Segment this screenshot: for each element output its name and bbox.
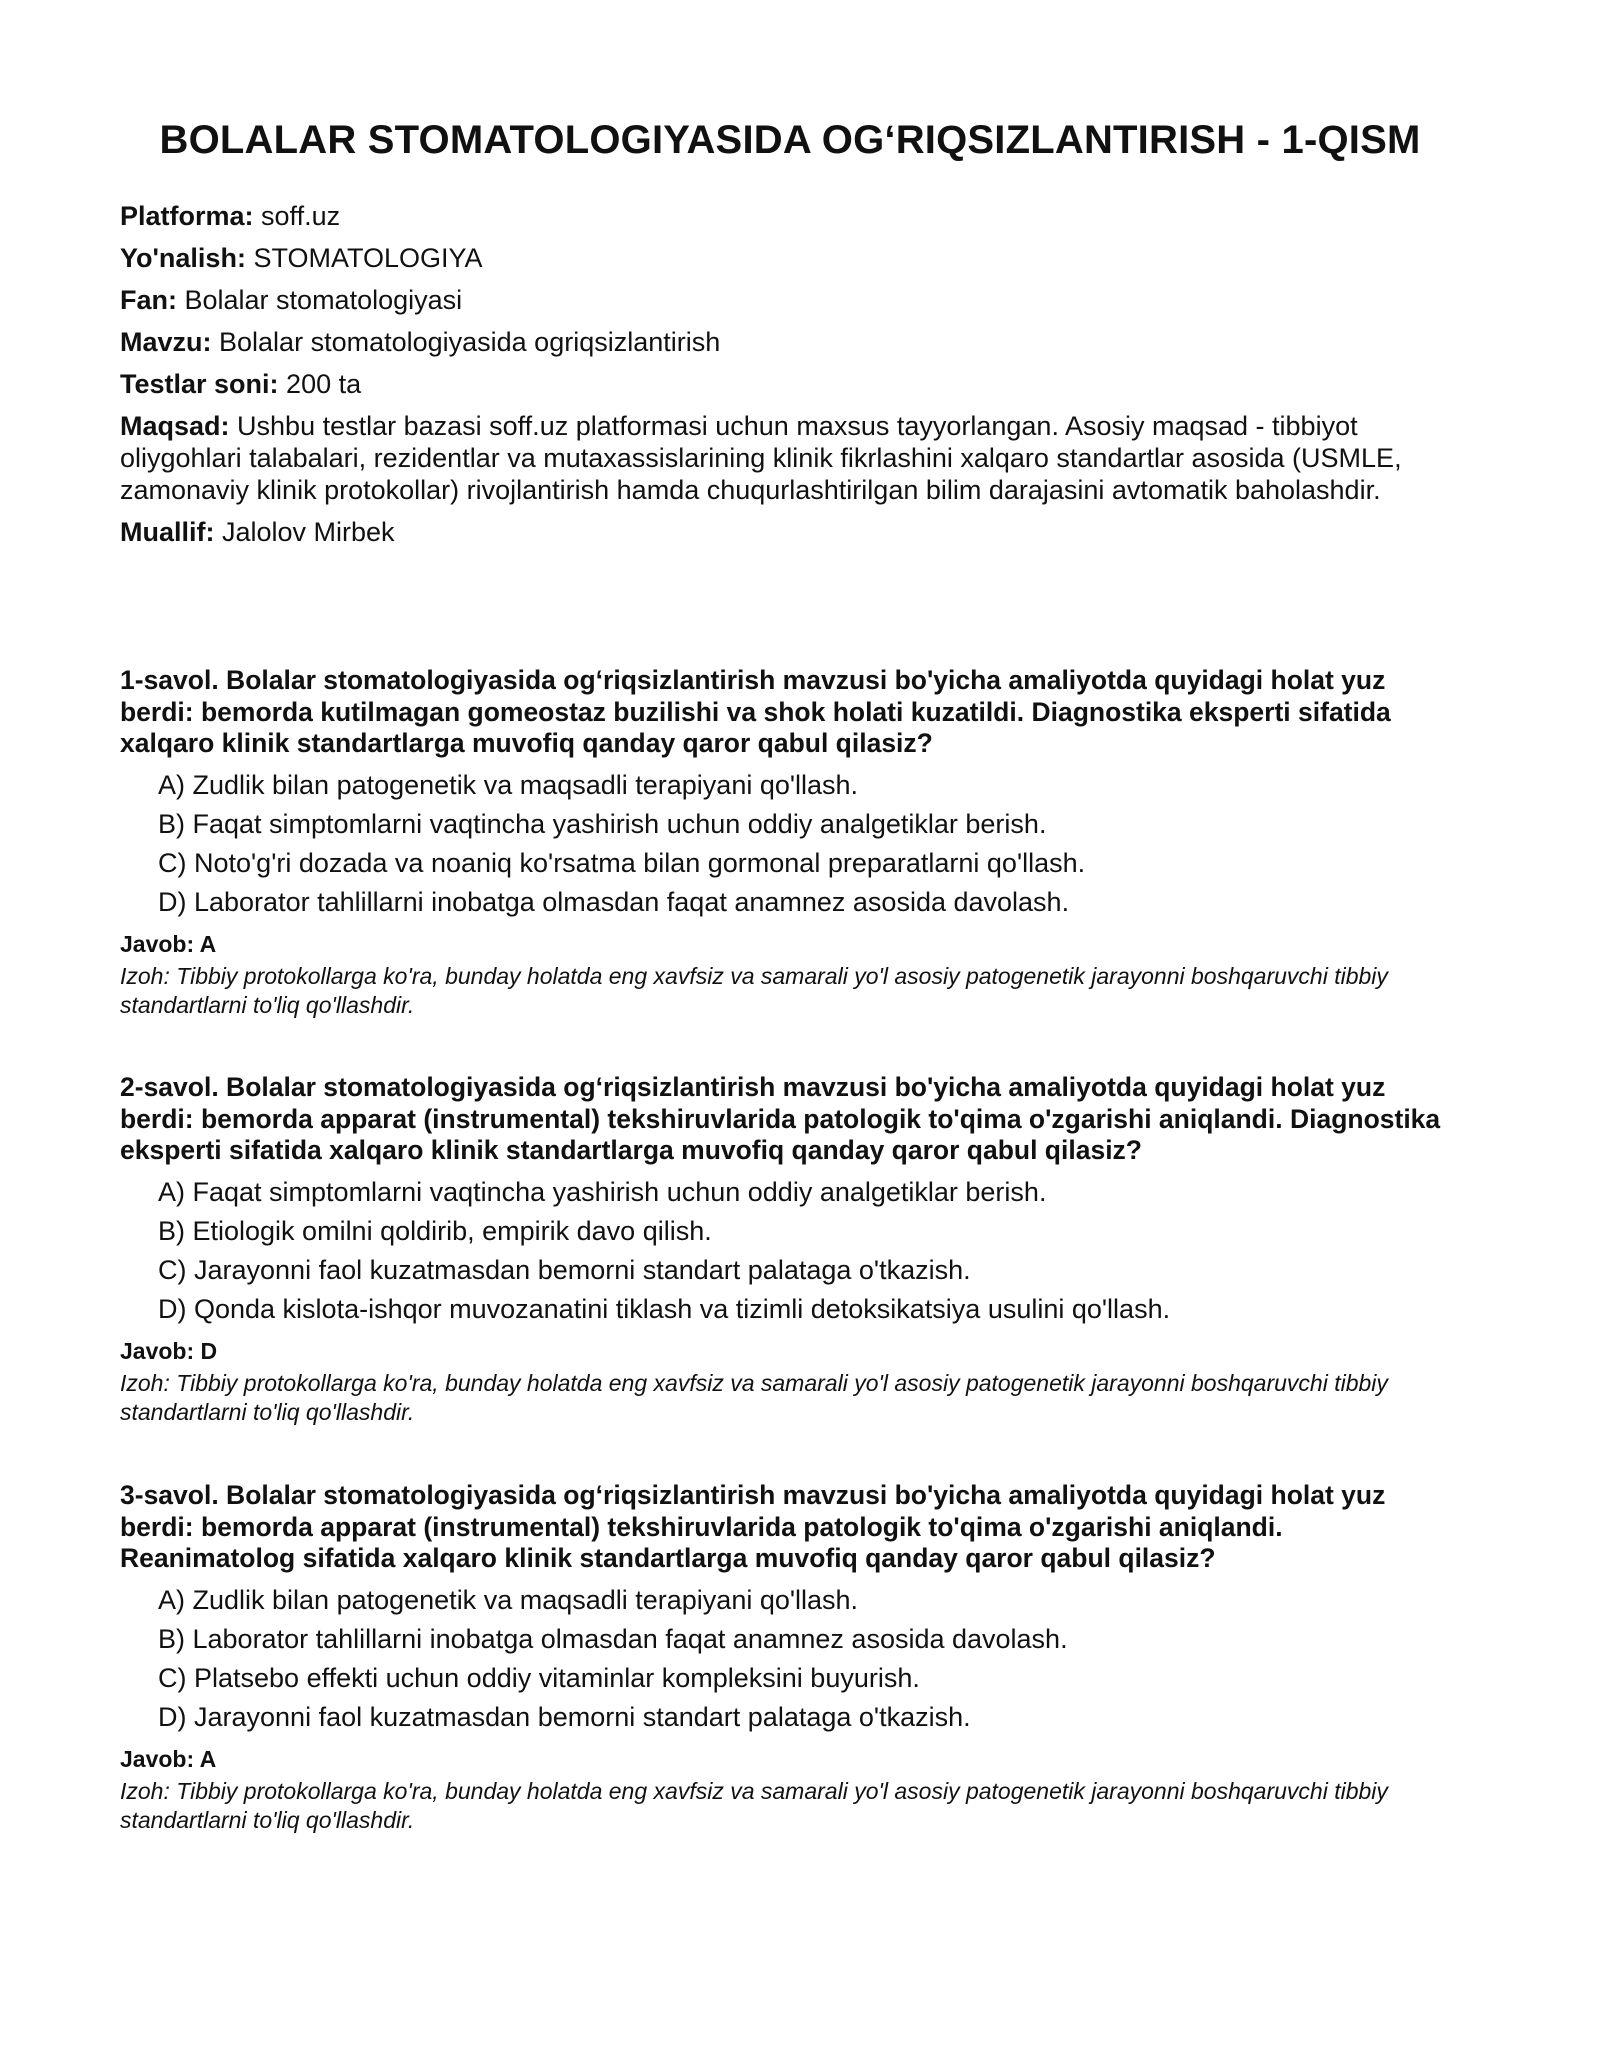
answer-key: Javob: A (120, 1745, 217, 1772)
question-text: 2-savol. Bolalar stomatologiyasida og‘riqsizlantirish mavzusi bo'yicha amaliyotda quyidagi holat yuz berdi: bemorda apparat (instrumental) tekshiruvlarida patologik to'qima o'zgarishi aniqlandi. Diagnostika eksperti sifatida xalqaro klinik standartlarga muvofiq qanday qaror qabul qilasiz? (120, 1072, 1441, 1165)
option-c: C) Jarayonni faol kuzatmasdan bemorni standart palataga o'tkazish. (158, 1254, 971, 1285)
meta-value: 200 ta (278, 369, 362, 399)
option-d: D) Jarayonni faol kuzatmasdan bemorni standart palataga o'tkazish. (158, 1701, 971, 1732)
explanation: Izoh: Tibbiy protokollarga ko'ra, bunday holatda eng xavfsiz va samarali yo'l asosiy patogenetik jarayonni boshqaruvchi tibbiy standartlarni to'liq qo'llashdir. (120, 1777, 1388, 1833)
option-c: C) Noto'g'ri dozada va noaniq ko'rsatma bilan gormonal preparatlarni qo'llash. (158, 847, 1086, 878)
meta-label: Maqsad: (120, 411, 230, 441)
option-a: A) Faqat simptomlarni vaqtincha yashirish uchun oddiy analgetiklar berish. (158, 1176, 1047, 1207)
answer-options (158, 1177, 1460, 1325)
question-3 (120, 1480, 1460, 1835)
meta-label: Muallif: (120, 517, 215, 547)
meta-label: Yo'nalish: (120, 243, 246, 273)
meta-value: soff.uz (253, 201, 341, 231)
meta-value: Jalolov Mirbek (214, 517, 395, 547)
meta-label: Platforma: (120, 201, 254, 231)
metadata-section (120, 200, 1460, 558)
option-b: B) Laborator tahlillarni inobatga olmasdan faqat anamnez asosida davolash. (158, 1623, 1068, 1654)
meta-direction (120, 242, 1460, 274)
meta-value: STOMATOLOGIYA (245, 243, 483, 273)
meta-value: Bolalar stomatologiyasi (177, 285, 463, 315)
meta-author (120, 516, 1460, 548)
option-c: C) Platsebo effekti uchun oddiy vitaminlar kompleksini buyurish. (158, 1662, 920, 1693)
meta-label: Fan: (120, 285, 177, 315)
question-text: 1-savol. Bolalar stomatologiyasida og‘riqsizlantirish mavzusi bo'yicha amaliyotda quyidagi holat yuz berdi: bemorda kutilmagan gomeostaz buzilishi va shok holati kuzatildi. Diagnostika eksperti sifatida xalqaro klinik standartlarga muvofiq qanday qaror qabul qilasiz? (120, 665, 1391, 758)
explanation: Izoh: Tibbiy protokollarga ko'ra, bunday holatda eng xavfsiz va samarali yo'l asosiy patogenetik jarayonni boshqaruvchi tibbiy standartlarni to'liq qo'llashdir. (120, 962, 1388, 1018)
answer-key: Javob: A (120, 930, 217, 957)
meta-platform (120, 200, 1460, 232)
meta-label: Testlar soni: (120, 369, 279, 399)
option-b: B) Etiologik omilni qoldirib, empirik davo qilish. (158, 1215, 712, 1246)
meta-test-count (120, 368, 1460, 400)
meta-topic (120, 326, 1460, 358)
option-a: A) Zudlik bilan patogenetik va maqsadli terapiyani qo'llash. (158, 1584, 859, 1615)
meta-value: Bolalar stomatologiyasida ogriqsizlantirish (211, 327, 721, 357)
option-a: A) Zudlik bilan patogenetik va maqsadli terapiyani qo'llash. (158, 769, 859, 800)
option-d: D) Qonda kislota-ishqor muvozanatini tiklash va tizimli detoksikatsiya usulini qo'llash. (158, 1293, 1171, 1324)
option-b: B) Faqat simptomlarni vaqtincha yashirish uchun oddiy analgetiklar berish. (158, 808, 1047, 839)
meta-value: Ushbu testlar bazasi soff.uz platformasi uchun maxsus tayyorlangan. Asosiy maqsad - tibbiyot oliygohlari talabalari, rezidentlar va mutaxassislarining klinik fikrlashini xalqaro standartlar asosida (USMLE, zamonaviy klinik protokollar) rivojlantirish hamda chuqurlashtirilgan bilim darajasini avtomatik baholashdir. (120, 411, 1402, 505)
option-d: D) Laborator tahlillarni inobatga olmasdan faqat anamnez asosida davolash. (158, 886, 1070, 917)
document-title: BOLALAR STOMATOLOGIYASIDA OG‘RIQSIZLANTIRISH - 1-QISM (159, 118, 1421, 162)
answer-options (158, 770, 1460, 918)
explanation: Izoh: Tibbiy protokollarga ko'ra, bunday holatda eng xavfsiz va samarali yo'l asosiy patogenetik jarayonni boshqaruvchi tibbiy standartlarni to'liq qo'llashdir. (120, 1369, 1388, 1425)
meta-purpose (120, 410, 1460, 506)
question-1 (120, 665, 1460, 1020)
meta-label: Mavzu: (120, 327, 212, 357)
question-text: 3-savol. Bolalar stomatologiyasida og‘riqsizlantirish mavzusi bo'yicha amaliyotda quyidagi holat yuz berdi: bemorda apparat (instrumental) tekshiruvlarida patologik to'qima o'zgarishi aniqlandi. Reanimatolog sifatida xalqaro klinik standartlarga muvofiq qanday qaror qabul qilasiz? (120, 1480, 1386, 1573)
meta-subject (120, 284, 1460, 316)
answer-options (158, 1585, 1460, 1733)
answer-key: Javob: D (120, 1337, 218, 1364)
question-2 (120, 1072, 1460, 1427)
